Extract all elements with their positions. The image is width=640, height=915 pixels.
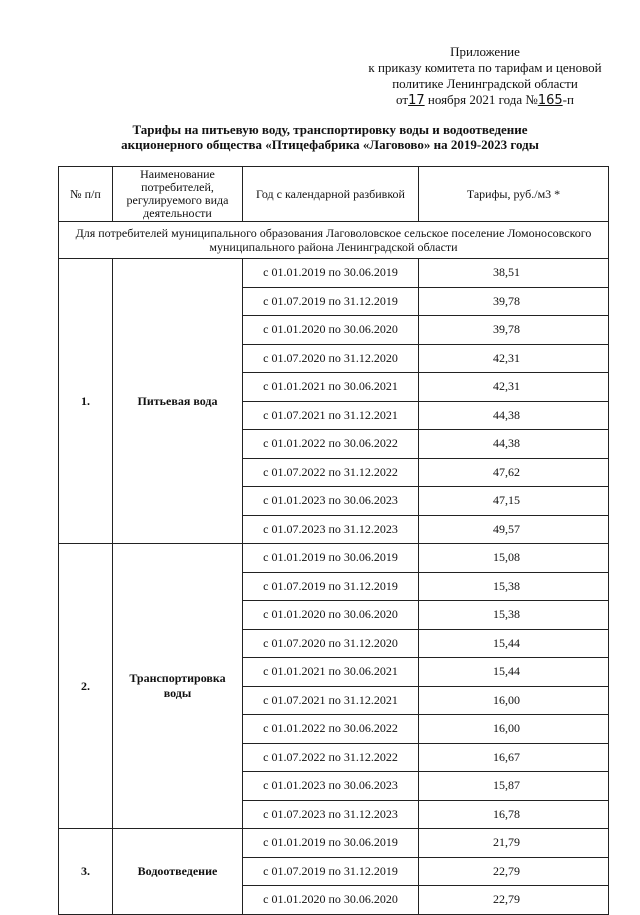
table-header-row bbox=[59, 167, 609, 222]
tariff-cell: 16,00 bbox=[419, 715, 609, 744]
service-name: Транспортировка воды bbox=[113, 544, 243, 829]
period-cell: с 01.01.2020 по 30.06.2020 bbox=[243, 886, 419, 915]
tariff-cell: 21,79 bbox=[419, 829, 609, 858]
tariff-cell: 39,78 bbox=[419, 287, 609, 316]
period-cell: с 01.01.2022 по 30.06.2022 bbox=[243, 715, 419, 744]
date-rest: ноября 2021 года № bbox=[427, 92, 538, 107]
header-consumer: Наименование потребителей, регулируемого вида деятельности bbox=[113, 167, 243, 222]
row-number: 1. bbox=[59, 259, 113, 544]
period-cell: с 01.01.2019 по 30.06.2019 bbox=[243, 829, 419, 858]
tariff-cell: 22,79 bbox=[419, 857, 609, 886]
tariff-cell: 16,67 bbox=[419, 743, 609, 772]
tariff-cell: 39,78 bbox=[419, 316, 609, 345]
period-cell: с 01.01.2019 по 30.06.2019 bbox=[243, 544, 419, 573]
tariff-cell: 44,38 bbox=[419, 430, 609, 459]
period-cell: с 01.07.2020 по 31.12.2020 bbox=[243, 629, 419, 658]
order-number: 165 bbox=[537, 93, 563, 108]
tariff-cell: 15,38 bbox=[419, 601, 609, 630]
tariff-cell: 49,57 bbox=[419, 515, 609, 544]
period-cell: с 01.07.2020 по 31.12.2020 bbox=[243, 344, 419, 373]
period-cell: с 01.07.2023 по 31.12.2023 bbox=[243, 515, 419, 544]
period-cell: с 01.07.2021 по 31.12.2021 bbox=[243, 686, 419, 715]
period-cell: с 01.01.2021 по 30.06.2021 bbox=[243, 373, 419, 402]
tariff-cell: 15,87 bbox=[419, 772, 609, 801]
region-label: Для потребителей муниципального образования Лаговоловское сельское поселение Ломоносовского муниципального района Ленинградской области bbox=[59, 222, 609, 259]
document-title bbox=[60, 122, 600, 152]
header-period: Год с календарной разбивкой bbox=[243, 167, 419, 222]
tariff-cell: 16,00 bbox=[419, 686, 609, 715]
tariff-cell: 15,44 bbox=[419, 658, 609, 687]
period-cell: с 01.07.2022 по 31.12.2022 bbox=[243, 743, 419, 772]
header-num: № п/п bbox=[59, 167, 113, 222]
tariff-table bbox=[58, 166, 609, 915]
period-cell: с 01.01.2021 по 30.06.2021 bbox=[243, 658, 419, 687]
period-cell: с 01.01.2020 по 30.06.2020 bbox=[243, 316, 419, 345]
period-cell: с 01.07.2021 по 31.12.2021 bbox=[243, 401, 419, 430]
service-name: Водоотведение bbox=[113, 829, 243, 915]
header-tariff: Тарифы, руб./м3 * bbox=[419, 167, 609, 222]
appendix-date-line bbox=[360, 92, 610, 109]
tariff-cell: 15,08 bbox=[419, 544, 609, 573]
date-prefix: от bbox=[396, 92, 409, 107]
title-line-2: акционерного общества «Птицефабрика «Лаговово» на 2019-2023 годы bbox=[121, 137, 539, 152]
period-cell: с 01.01.2022 по 30.06.2022 bbox=[243, 430, 419, 459]
order-suffix: -п bbox=[562, 92, 574, 107]
tariff-cell: 47,15 bbox=[419, 487, 609, 516]
service-name: Питьевая вода bbox=[113, 259, 243, 544]
table-row bbox=[59, 544, 609, 573]
appendix-order-line: к приказу комитета по тарифам и ценовой bbox=[368, 60, 602, 75]
period-cell: с 01.07.2022 по 31.12.2022 bbox=[243, 458, 419, 487]
period-cell: с 01.01.2023 по 30.06.2023 bbox=[243, 772, 419, 801]
row-number: 2. bbox=[59, 544, 113, 829]
appendix-block bbox=[360, 44, 610, 109]
appendix-committee-line: политике Ленинградской области bbox=[392, 76, 578, 91]
period-cell: с 01.07.2019 по 31.12.2019 bbox=[243, 572, 419, 601]
tariff-cell: 38,51 bbox=[419, 259, 609, 288]
period-cell: с 01.01.2019 по 30.06.2019 bbox=[243, 259, 419, 288]
table-row bbox=[59, 829, 609, 858]
tariff-cell: 44,38 bbox=[419, 401, 609, 430]
appendix-title: Приложение bbox=[450, 44, 520, 59]
row-number: 3. bbox=[59, 829, 113, 915]
tariff-cell: 42,31 bbox=[419, 373, 609, 402]
tariff-cell: 15,38 bbox=[419, 572, 609, 601]
tariff-cell: 47,62 bbox=[419, 458, 609, 487]
tariff-cell: 22,79 bbox=[419, 886, 609, 915]
period-cell: с 01.07.2019 по 31.12.2019 bbox=[243, 287, 419, 316]
period-cell: с 01.07.2023 по 31.12.2023 bbox=[243, 800, 419, 829]
period-cell: с 01.01.2020 по 30.06.2020 bbox=[243, 601, 419, 630]
table-row bbox=[59, 259, 609, 288]
title-line-1: Тарифы на питьевую воду, транспортировку воды и водоотведение bbox=[132, 122, 528, 137]
period-cell: с 01.01.2023 по 30.06.2023 bbox=[243, 487, 419, 516]
tariff-cell: 15,44 bbox=[419, 629, 609, 658]
date-day: 17 bbox=[408, 93, 425, 108]
tariff-cell: 42,31 bbox=[419, 344, 609, 373]
period-cell: с 01.07.2019 по 31.12.2019 bbox=[243, 857, 419, 886]
region-row bbox=[59, 222, 609, 259]
tariff-cell: 16,78 bbox=[419, 800, 609, 829]
